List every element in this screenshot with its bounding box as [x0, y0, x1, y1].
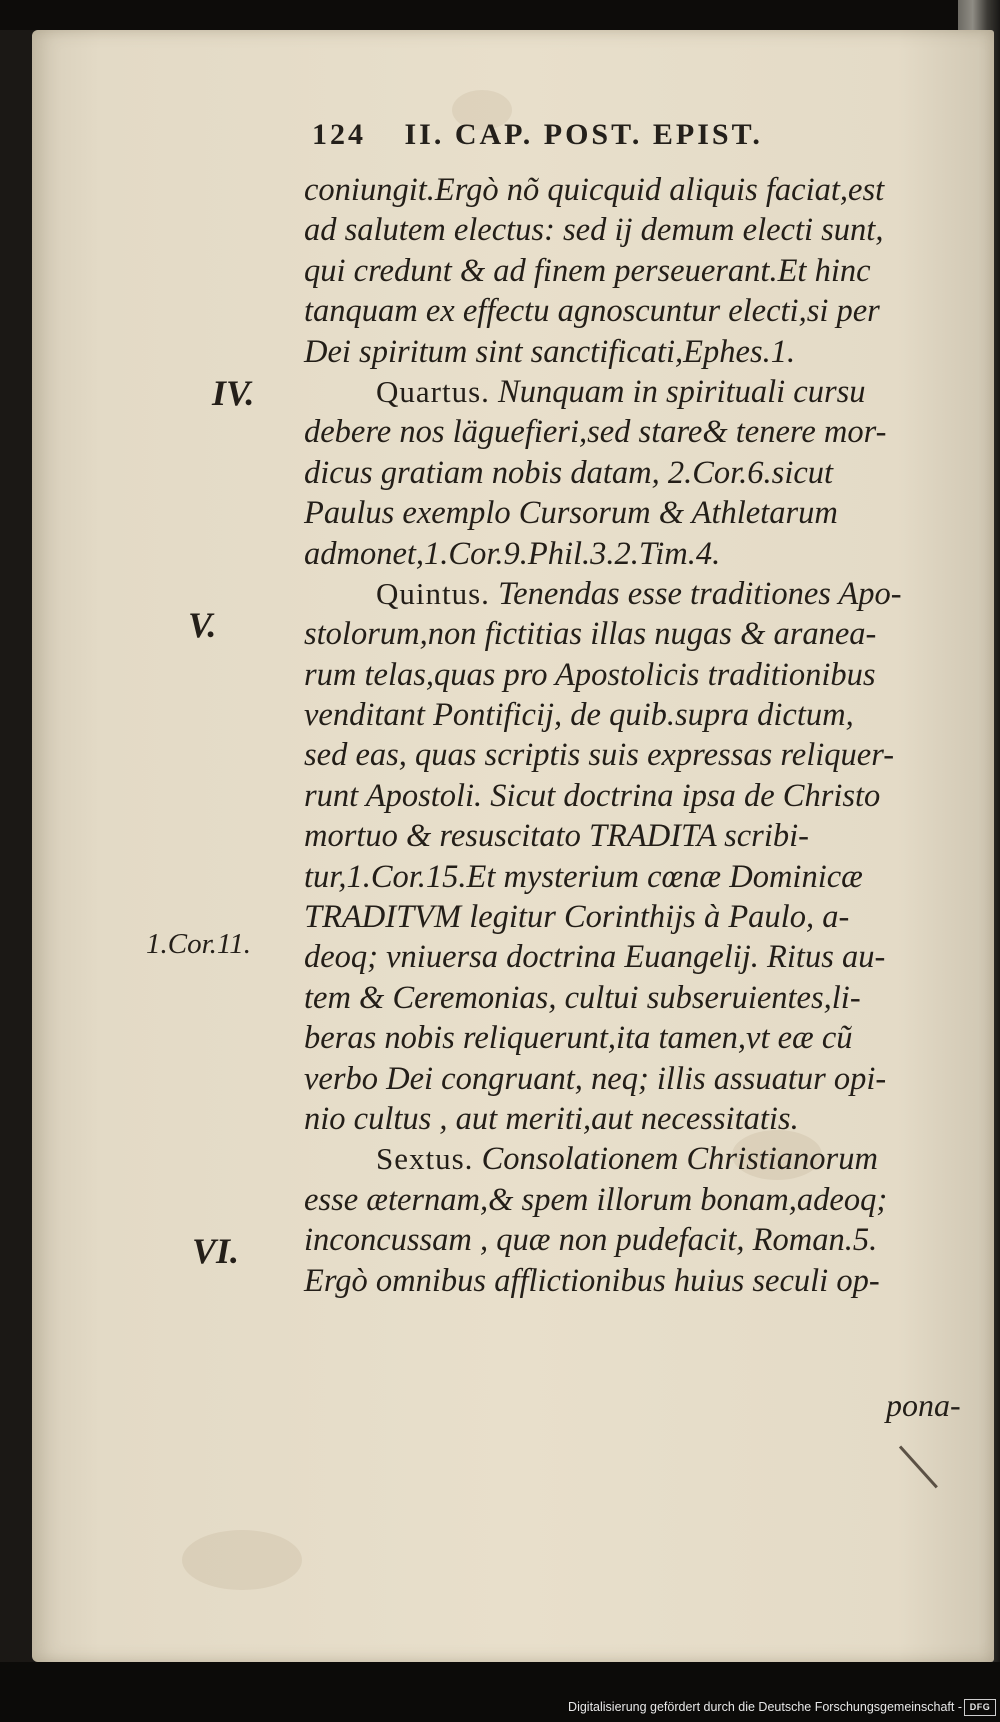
- text-line: tem & Ceremonias, cultui subseruientes,li-: [304, 979, 861, 1016]
- text-line: nio cultus , aut meriti,aut necessitatis.: [304, 1100, 799, 1137]
- text-line: rum telas,quas pro Apostolicis traditionibus: [304, 656, 876, 693]
- text-line: mortuo & resuscitato TRADITA scribi-: [304, 818, 809, 855]
- text-line: beras nobis reliquerunt,ita tamen,vt eæ cũ: [304, 1020, 853, 1057]
- text-line: venditant Pontificij, de quib.supra dictum,: [304, 697, 854, 734]
- section-text: Consolationem Christianorum: [473, 1141, 878, 1178]
- text-line: [304, 1139, 964, 1179]
- text-line: inconcussam , quæ non pudefacit, Roman.5.: [304, 1222, 878, 1259]
- text-line: runt Apostoli. Sicut doctrina ipsa de Christo: [304, 777, 881, 814]
- text-line: stolorum,non fictitias illas nugas & aranea-: [304, 616, 877, 653]
- text-line: Paulus exemplo Cursorum & Athletarum: [304, 495, 838, 532]
- text-line: qui credunt & ad finem perseuerant.Et hinc: [304, 252, 871, 289]
- text-line: [304, 574, 964, 614]
- section-text: Nunquam in spirituali cursu: [489, 373, 866, 410]
- text-line: TRADITVM legitur Corinthijs à Paulo, a-: [304, 899, 850, 936]
- digitization-credit: Digitalisierung gefördert durch die Deutsche Forschungsgemeinschaft -: [568, 1700, 962, 1714]
- paper-stain: [182, 1530, 302, 1590]
- section-lead-word: Quartus.: [376, 373, 490, 409]
- page-number: 124: [312, 118, 366, 151]
- text-line: dicus gratiam nobis datam, 2.Cor.6.sicut: [304, 454, 834, 491]
- margin-note-v: V.: [188, 605, 217, 645]
- margin-note-iv: IV.: [212, 373, 255, 413]
- text-line: deoq; vniuersa doctrina Euangelij. Ritus au-: [304, 939, 886, 976]
- main-text-block: [304, 170, 964, 1301]
- text-line: admonet,1.Cor.9.Phil.3.2.Tim.4.: [304, 535, 721, 572]
- text-line: tur,1.Cor.15.Et mysterium cœnæ Dominicæ: [304, 858, 863, 895]
- text-line: sed eas, quas scriptis suis expressas reliquer-: [304, 737, 895, 774]
- text-line: tanquam ex effectu agnoscuntur electi,si per: [304, 293, 880, 330]
- text-line: Dei spiritum sint sanctificati,Ephes.1.: [304, 333, 796, 370]
- text-line: debere nos läguefieri,sed stare& tenere mor-: [304, 414, 887, 451]
- margin-note-cor: 1.Cor.11.: [146, 928, 252, 960]
- margin-note-vi: VI.: [192, 1231, 240, 1271]
- text-line: coniungit.Ergò nõ quicquid aliquis faciat,est: [304, 172, 885, 208]
- scan-top-border: [0, 0, 1000, 30]
- catchword: pona-: [886, 1387, 961, 1423]
- text-line: esse æternam,& spem illorum bonam,adeoq;: [304, 1181, 888, 1218]
- text-line: verbo Dei congruant, neq; illis assuatur opi-: [304, 1060, 887, 1097]
- dfg-logo: DFG: [964, 1699, 996, 1716]
- running-head-title: II. CAP. POST. EPIST.: [404, 118, 763, 151]
- running-header: [312, 118, 932, 158]
- section-lead-word: Sextus.: [376, 1141, 474, 1177]
- text-line: ad salutem electus: sed ij demum electi sunt,: [304, 212, 884, 249]
- section-text: Tenendas esse traditiones Apo-: [489, 575, 902, 612]
- text-line: Ergò omnibus afflictionibus huius seculi op-: [304, 1262, 880, 1299]
- text-line: [304, 372, 964, 412]
- section-lead-word: Quintus.: [376, 575, 490, 611]
